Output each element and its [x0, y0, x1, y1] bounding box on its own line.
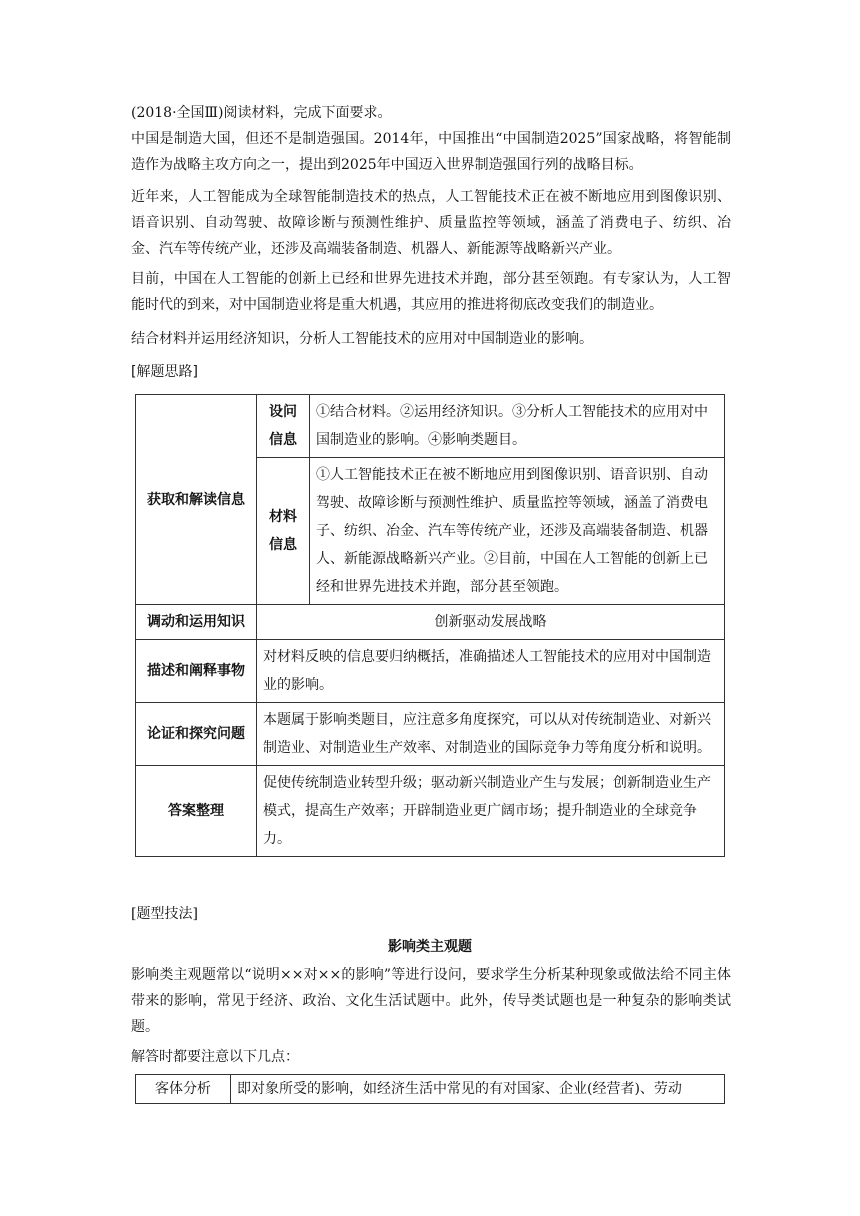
point-label-object: 客体分析	[136, 1075, 231, 1104]
answer-text: 促使传统制造业转型升级；驱动新兴制造业产生与发展；创新制造业生产模式，提高生产效率；开辟制造业更广阔市场；提升制造业的全球竞争力。	[257, 766, 725, 857]
points-intro: 解答时都要注意以下几点：	[131, 1049, 299, 1065]
solution-table	[135, 394, 725, 857]
row-label-acquire: 获取和解读信息	[136, 395, 257, 605]
section-title-solution: [解题思路]	[131, 364, 198, 380]
subsection-title: 影响类主观题	[388, 939, 472, 955]
point-text-object: 即对象所受的影响，如经济生活中常见的有对国家、企业(经营者)、劳动	[231, 1075, 725, 1104]
material-paragraph-2: 近年来，人工智能成为全球智能制造技术的热点，人工智能技术正在被不断地应用到图像识别、语音识别、自动驾驶、故障诊断与预测性维护、质量监控等领域，涵盖了消费电子、纺织、冶金、汽车等传统产业，还涉及高端装备制造、机器人、新能源等战略新兴产业。	[131, 189, 731, 257]
material-paragraph-3: 目前，中国在人工智能的创新上已经和世界先进技术并跑，部分甚至领跑。有专家认为，人工智能时代的到来，对中国制造业将是重大机遇，其应用的推进将彻底改变我们的制造业。	[131, 271, 731, 313]
argue-text: 本题属于影响类题目，应注意多角度探究，可以从对传统制造业、对新兴制造业、对制造业生产效率、对制造业的国际竞争力等角度分析和说明。	[257, 703, 725, 766]
question-line: 结合材料并运用经济知识，分析人工智能技术的应用对中国制造业的影响。	[131, 331, 593, 347]
material-paragraph-1: 中国是制造大国，但还不是制造强国。2014年，中国推出“中国制造2025”国家战略，将智能制造作为战略主攻方向之一，提出到2025年中国迈入世界制造强国行列的战略目标。	[131, 131, 731, 173]
intro-line: (2018·全国Ⅲ)阅读材料，完成下面要求。	[131, 105, 392, 121]
question-info-text: ①结合材料。②运用经济知识。③分析人工智能技术的应用对中国制造业的影响。④影响类题目。	[310, 395, 725, 458]
describe-text: 对材料反映的信息要归纳概括，准确描述人工智能技术的应用对中国制造业的影响。	[257, 640, 725, 703]
material-info-text: ①人工智能技术正在被不断地应用到图像识别、语音识别、自动驾驶、故障诊断与预测性维护、质量监控等领域，涵盖了消费电子、纺织、冶金、汽车等传统产业，还涉及高端装备制造、机器人、新能源战略新兴产业。②目前，中国在人工智能的创新上已经和世界先进技术并跑，部分甚至领跑。	[310, 458, 725, 605]
row-label-answer: 答案整理	[136, 766, 257, 857]
sub-label-question-info: 设问信息	[257, 395, 310, 458]
knowledge-text: 创新驱动发展战略	[257, 605, 725, 640]
row-label-knowledge: 调动和运用知识	[136, 605, 257, 640]
row-label-describe: 描述和阐释事物	[136, 640, 257, 703]
sub-label-material-info: 材料信息	[257, 458, 310, 605]
row-label-argue: 论证和探究问题	[136, 703, 257, 766]
technique-paragraph: 影响类主观题常以“说明××对××的影响”等进行设问，要求学生分析某种现象或做法给不同主体带来的影响，常见于经济、政治、文化生活试题中。此外，传导类试题也是一种复杂的影响类试题。	[131, 967, 731, 1035]
points-table	[135, 1074, 725, 1104]
section-title-technique: [题型技法]	[131, 906, 198, 922]
